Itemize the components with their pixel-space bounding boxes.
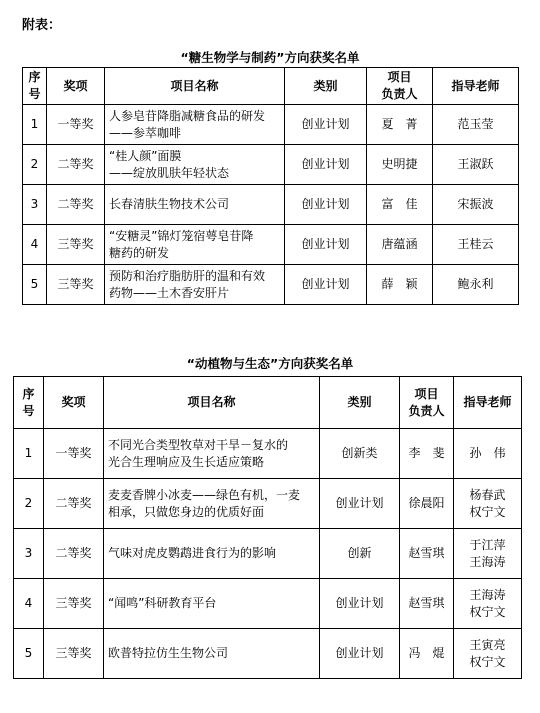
cell-project-name: 麦麦香牌小冰麦——绿色有机，一麦 相承，只做您身边的优质好面 — [104, 479, 320, 529]
cell-leader: 赵雪琪 — [400, 579, 454, 629]
header-award: 奖项 — [44, 377, 104, 429]
header-no: 序 号 — [14, 377, 44, 429]
table-row — [14, 629, 522, 679]
cell-no: 2 — [23, 145, 47, 185]
table-row — [23, 185, 519, 225]
cell-advisor: 杨春武 权宁文 — [454, 479, 522, 529]
cell-advisor: 范玉莹 — [433, 105, 519, 145]
header-leader: 项目 负责人 — [367, 68, 433, 105]
cell-no: 3 — [14, 529, 44, 579]
cell-award: 三等奖 — [44, 629, 104, 679]
table2-caption: “动植物与生态”方向获奖名单 — [186, 356, 354, 371]
table-sugar-biology-awards — [22, 67, 519, 305]
cell-advisor: 宋振波 — [433, 185, 519, 225]
cell-leader: 赵雪琪 — [400, 529, 454, 579]
cell-award: 一等奖 — [44, 429, 104, 479]
cell-category: 创业计划 — [285, 105, 367, 145]
cell-category: 创业计划 — [285, 225, 367, 265]
header-category: 类别 — [320, 377, 400, 429]
cell-project-name: 欧普特拉仿生生物公司 — [104, 629, 320, 679]
cell-category: 创业计划 — [285, 185, 367, 225]
cell-no: 3 — [23, 185, 47, 225]
cell-category: 创业计划 — [320, 479, 400, 529]
header-project-name: 项目名称 — [105, 68, 285, 105]
table-row — [23, 105, 519, 145]
cell-award: 三等奖 — [47, 225, 105, 265]
cell-category: 创新类 — [320, 429, 400, 479]
table-row — [14, 529, 522, 579]
header-category: 类别 — [285, 68, 367, 105]
cell-no: 2 — [14, 479, 44, 529]
cell-advisor: 鲍永利 — [433, 265, 519, 305]
cell-advisor: 王淑跃 — [433, 145, 519, 185]
cell-leader: 冯 焜 — [400, 629, 454, 679]
cell-leader: 富 佳 — [367, 185, 433, 225]
table-row — [23, 145, 519, 185]
cell-advisor: 于江萍 王海涛 — [454, 529, 522, 579]
cell-award: 二等奖 — [47, 185, 105, 225]
header-leader: 项目 负责人 — [400, 377, 454, 429]
table-row — [14, 579, 522, 629]
cell-no: 4 — [14, 579, 44, 629]
cell-award: 二等奖 — [47, 145, 105, 185]
header-award: 奖项 — [47, 68, 105, 105]
cell-advisor: 王海涛 权宁文 — [454, 579, 522, 629]
header-advisor: 指导老师 — [433, 68, 519, 105]
cell-advisor: 王寅亮 权宁文 — [454, 629, 522, 679]
cell-no: 4 — [23, 225, 47, 265]
cell-leader: 薛 颖 — [367, 265, 433, 305]
table-row — [14, 479, 522, 529]
cell-advisor: 孙 伟 — [454, 429, 522, 479]
cell-project-name: 人参皂苷降脂减糖食品的研发 ——参萃咖啡 — [105, 105, 285, 145]
cell-advisor: 王桂云 — [433, 225, 519, 265]
cell-award: 二等奖 — [44, 479, 104, 529]
cell-category: 创新 — [320, 529, 400, 579]
table1-caption: “糖生物学与制药”方向获奖名单 — [180, 50, 360, 65]
cell-no: 5 — [23, 265, 47, 305]
cell-project-name: 长春清肤生物技术公司 — [105, 185, 285, 225]
cell-leader: 唐蕴涵 — [367, 225, 433, 265]
table-row — [14, 429, 522, 479]
table-row — [23, 265, 519, 305]
table1-header-row — [23, 68, 519, 105]
cell-project-name: “桂人颜”面膜 ——绽放肌肤年轻状态 — [105, 145, 285, 185]
cell-leader: 史明捷 — [367, 145, 433, 185]
cell-no: 1 — [14, 429, 44, 479]
cell-leader: 徐晨阳 — [400, 479, 454, 529]
header-advisor: 指导老师 — [454, 377, 522, 429]
cell-award: 二等奖 — [44, 529, 104, 579]
cell-project-name: 预防和治疗脂肪肝的温和有效 药物——土木香安肝片 — [105, 265, 285, 305]
cell-leader: 李 斐 — [400, 429, 454, 479]
cell-category: 创业计划 — [285, 145, 367, 185]
header-no: 序 号 — [23, 68, 47, 105]
cell-award: 一等奖 — [47, 105, 105, 145]
cell-category: 创业计划 — [285, 265, 367, 305]
cell-no: 1 — [23, 105, 47, 145]
cell-leader: 夏 菁 — [367, 105, 433, 145]
table2-header-row — [14, 377, 522, 429]
cell-award: 三等奖 — [47, 265, 105, 305]
cell-project-name: “安糖灵”锦灯笼宿萼皂苷降 糖药的研发 — [105, 225, 285, 265]
table-row — [23, 225, 519, 265]
cell-category: 创业计划 — [320, 629, 400, 679]
appendix-heading: 附表： — [22, 18, 62, 33]
cell-no: 5 — [14, 629, 44, 679]
cell-project-name: 气味对虎皮鹦鹉进食行为的影响 — [104, 529, 320, 579]
table-animal-plant-ecology-awards — [13, 376, 522, 679]
cell-project-name: “闻鸣”科研教育平台 — [104, 579, 320, 629]
header-project-name: 项目名称 — [104, 377, 320, 429]
cell-project-name: 不同光合类型牧草对干旱－复水的 光合生理响应及生长适应策略 — [104, 429, 320, 479]
cell-category: 创业计划 — [320, 579, 400, 629]
cell-award: 三等奖 — [44, 579, 104, 629]
